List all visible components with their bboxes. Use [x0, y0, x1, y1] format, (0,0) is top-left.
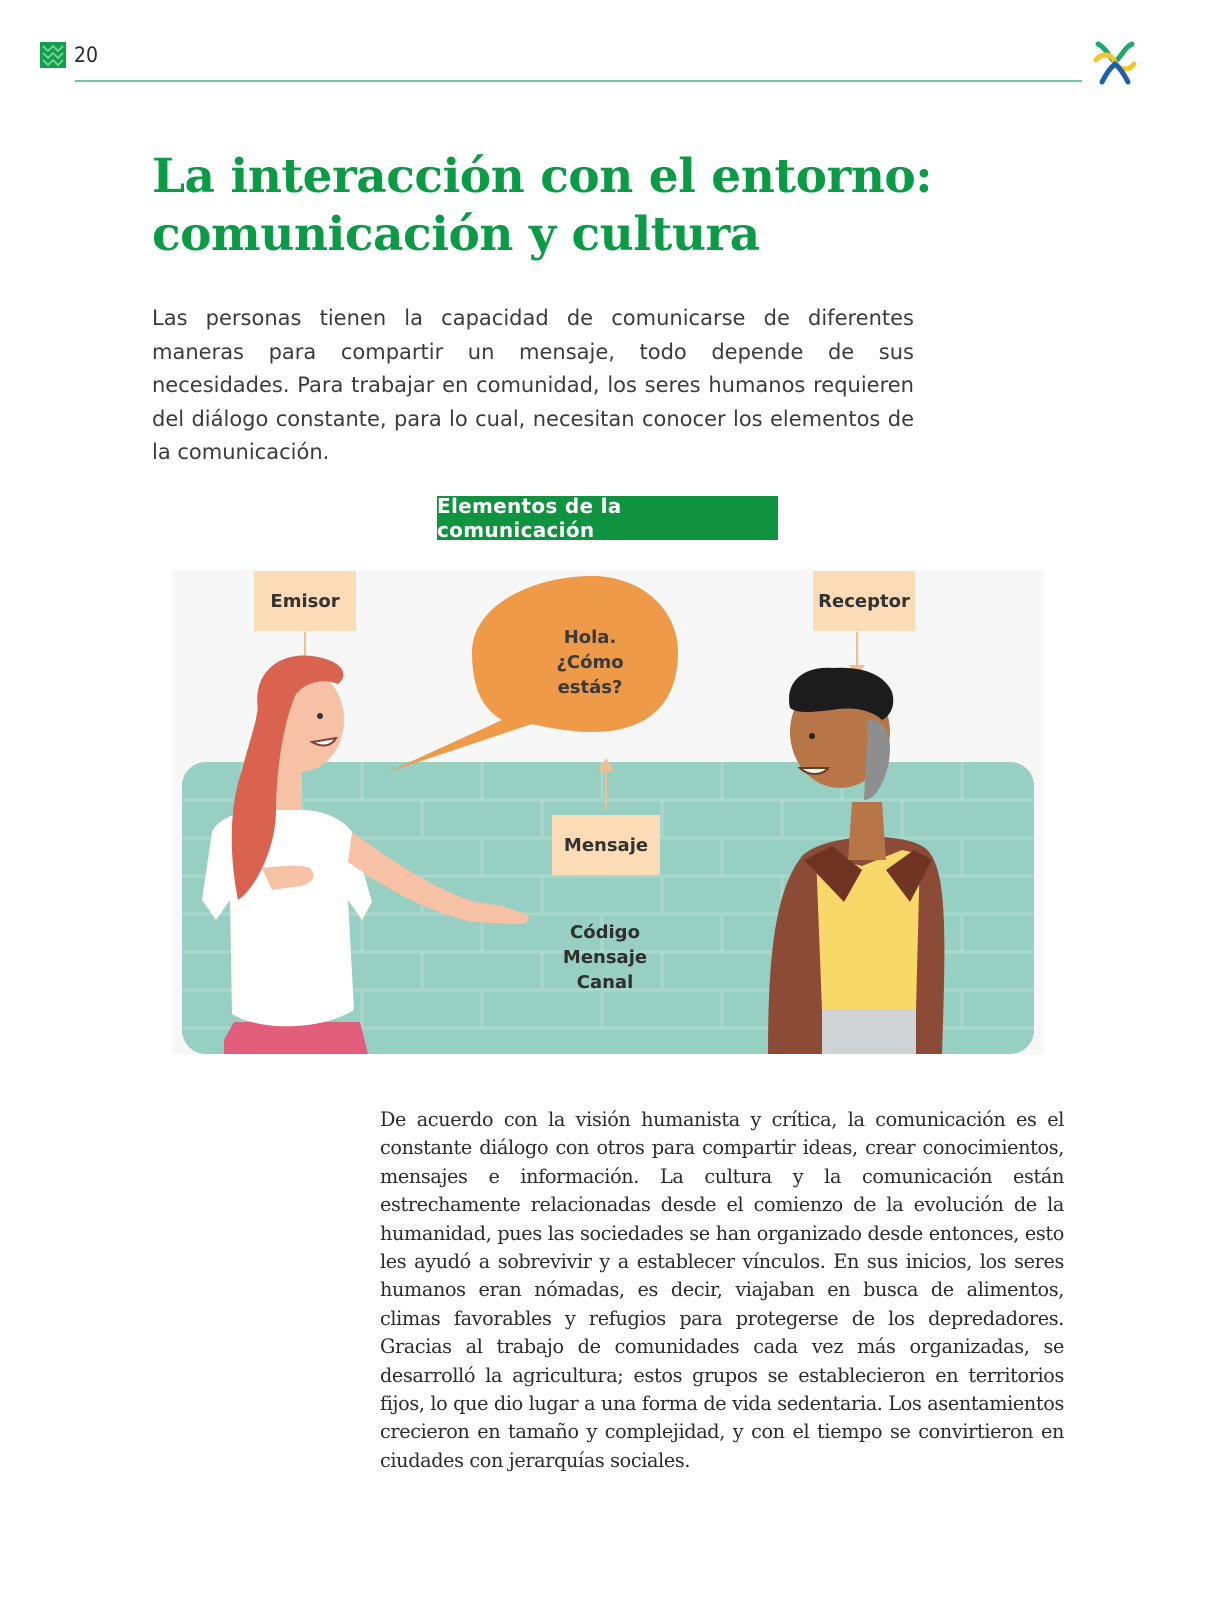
- elements-list-item: Canal: [576, 972, 634, 993]
- section-emblem-icon: [40, 42, 66, 68]
- speech-bubble-text: [525, 625, 655, 700]
- intro-paragraph: Las personas tienen la capacidad de comunicarse de diferentes maneras para compartir un mensaje, todo depende de sus necesidades. Para trabajar en comunidad, los seres humanos requieren del diálogo constante, para lo cual, necesitan conocer los elementos de la comunicación.: [152, 306, 914, 464]
- bubble-line: Hola.: [563, 627, 617, 648]
- header-rule: [75, 80, 1082, 82]
- mensaje-label: Mensaje: [552, 815, 660, 875]
- publisher-logo-icon: [1092, 38, 1138, 86]
- body-paragraph: De acuerdo con la visión humanista y crítica, la comunicación es el constante diálogo con otros para compartir ideas, crear conocimientos, mensajes e información. La cultura y la comunicación están estrechamente relacionadas desde el comienzo de la evolución de la humanidad, pues las sociedades se han organizado desde entonces, esto les ayudó a sobrevivir y a establecer vínculos. En sus inicios, los seres humanos eran nómadas, es decir, viajaban en busca de alimentos, climas favorables y refugios para protegerse de los depredadores. Gracias al trabajo de comunidades cada vez más organizadas, se desarrolló la agricultura; estos grupos se establecieron en territorios fijos, lo que dio lugar a una forma de vida sedentaria. Los asentamientos crecieron en tamaño y complejidad, y con el tiempo se convirtieron en ciudades con jerarquías sociales.: [380, 1108, 1064, 1472]
- page-number: 20: [74, 43, 99, 67]
- bubble-line: ¿Cómo: [556, 652, 624, 673]
- elements-list: [540, 920, 670, 995]
- bubble-line: estás?: [557, 677, 623, 698]
- elements-list-item: Código: [570, 922, 640, 943]
- page-title: La interacción con el entorno: comunicación y cultura: [152, 149, 933, 262]
- elements-list-item: Mensaje: [562, 947, 648, 968]
- emisor-label: Emisor: [254, 571, 356, 631]
- receptor-label: Receptor: [813, 571, 915, 631]
- diagram-title-banner: Elementos de la comunicación: [437, 496, 778, 540]
